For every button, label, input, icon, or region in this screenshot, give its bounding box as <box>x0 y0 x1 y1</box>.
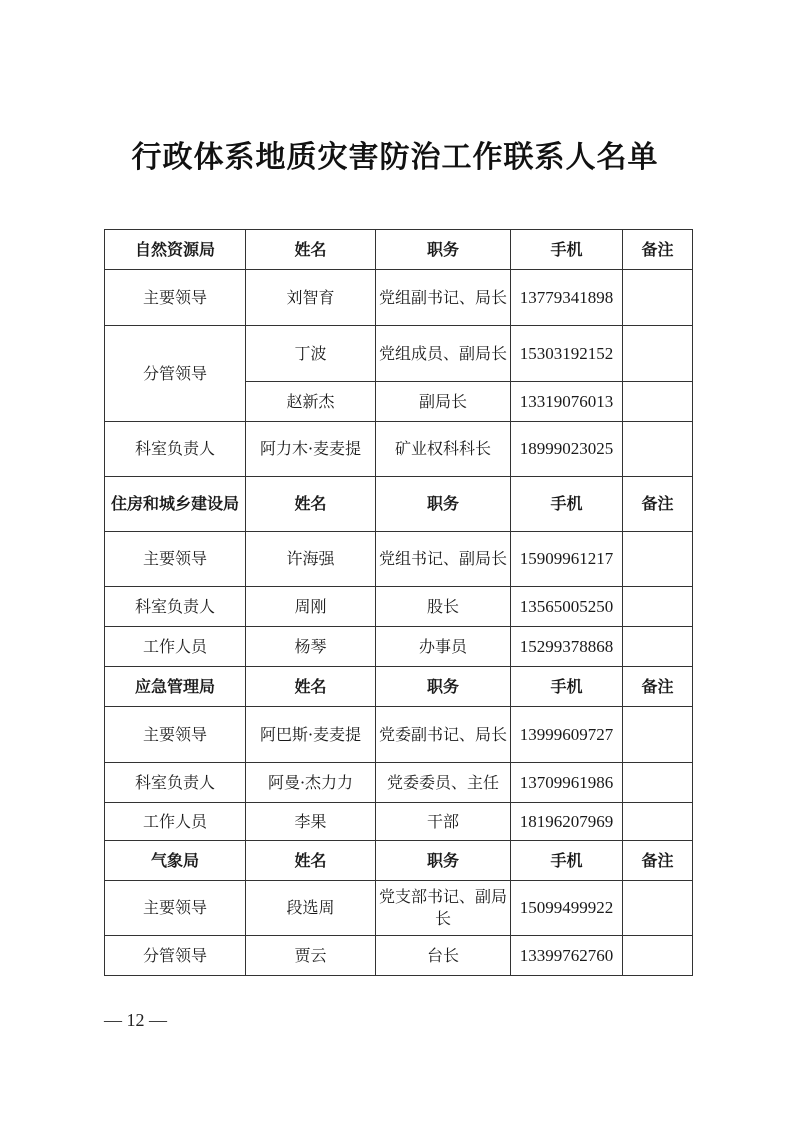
position-cell: 矿业权科科长 <box>376 422 511 477</box>
section-title: 应急管理局 <box>105 667 246 707</box>
table-row <box>105 881 693 936</box>
page-title: 行政体系地质灾害防治工作联系人名单 <box>131 140 659 175</box>
column-header-name: 姓名 <box>246 667 376 707</box>
note-cell <box>623 707 693 763</box>
position-cell: 党委委员、主任 <box>376 763 511 803</box>
table-row <box>105 803 693 841</box>
role-cell: 科室负责人 <box>105 763 246 803</box>
table-row <box>105 532 693 587</box>
phone-cell: 18999023025 <box>511 422 623 477</box>
name-cell: 周刚 <box>246 587 376 627</box>
table-row <box>105 627 693 667</box>
column-header-name: 姓名 <box>246 230 376 270</box>
position-cell: 党组成员、副局长 <box>376 326 511 382</box>
section-title: 住房和城乡建设局 <box>105 477 246 532</box>
role-cell: 主要领导 <box>105 532 246 587</box>
role-cell: 主要领导 <box>105 270 246 326</box>
phone-cell: 13399762760 <box>511 936 623 976</box>
role-cell: 主要领导 <box>105 707 246 763</box>
column-header-name: 姓名 <box>246 841 376 881</box>
phone-cell: 13319076013 <box>511 382 623 422</box>
name-cell: 丁波 <box>246 326 376 382</box>
position-cell: 办事员 <box>376 627 511 667</box>
section-title: 气象局 <box>105 841 246 881</box>
column-header-position: 职务 <box>376 667 511 707</box>
role-cell: 工作人员 <box>105 803 246 841</box>
phone-cell: 15303192152 <box>511 326 623 382</box>
column-header-phone: 手机 <box>511 477 623 532</box>
table-row <box>105 763 693 803</box>
section-header-row <box>105 841 693 881</box>
note-cell <box>623 763 693 803</box>
note-cell <box>623 532 693 587</box>
position-cell: 党组副书记、局长 <box>376 270 511 326</box>
position-cell: 股长 <box>376 587 511 627</box>
column-header-note: 备注 <box>623 841 693 881</box>
note-cell <box>623 422 693 477</box>
name-cell: 阿巴斯·麦麦提 <box>246 707 376 763</box>
column-header-position: 职务 <box>376 230 511 270</box>
table-row <box>105 707 693 763</box>
table-row <box>105 422 693 477</box>
name-cell: 段选周 <box>246 881 376 936</box>
note-cell <box>623 803 693 841</box>
phone-cell: 13999609727 <box>511 707 623 763</box>
role-cell: 分管领导 <box>105 326 246 422</box>
name-cell: 赵新杰 <box>246 382 376 422</box>
name-cell: 阿力木·麦麦提 <box>246 422 376 477</box>
section-title: 自然资源局 <box>105 230 246 270</box>
column-header-position: 职务 <box>376 841 511 881</box>
note-cell <box>623 382 693 422</box>
column-header-note: 备注 <box>623 667 693 707</box>
note-cell <box>623 627 693 667</box>
note-cell <box>623 881 693 936</box>
name-cell: 李果 <box>246 803 376 841</box>
table-row <box>105 326 693 382</box>
section-header-row <box>105 667 693 707</box>
column-header-note: 备注 <box>623 477 693 532</box>
phone-cell: 13779341898 <box>511 270 623 326</box>
role-cell: 工作人员 <box>105 627 246 667</box>
name-cell: 阿曼·杰力力 <box>246 763 376 803</box>
table-row <box>105 270 693 326</box>
column-header-phone: 手机 <box>511 667 623 707</box>
role-cell: 分管领导 <box>105 936 246 976</box>
phone-cell: 13709961986 <box>511 763 623 803</box>
position-cell: 副局长 <box>376 382 511 422</box>
position-cell: 党委副书记、局长 <box>376 707 511 763</box>
phone-cell: 13565005250 <box>511 587 623 627</box>
name-cell: 贾云 <box>246 936 376 976</box>
table-row <box>105 936 693 976</box>
page-number: — 12 — <box>104 1010 167 1030</box>
column-header-position: 职务 <box>376 477 511 532</box>
table-row <box>105 587 693 627</box>
note-cell <box>623 936 693 976</box>
column-header-name: 姓名 <box>246 477 376 532</box>
phone-cell: 15099499922 <box>511 881 623 936</box>
role-cell: 科室负责人 <box>105 422 246 477</box>
column-header-phone: 手机 <box>511 230 623 270</box>
section-header-row <box>105 477 693 532</box>
position-cell: 党组书记、副局长 <box>376 532 511 587</box>
contact-table <box>104 229 693 976</box>
column-header-phone: 手机 <box>511 841 623 881</box>
role-cell: 科室负责人 <box>105 587 246 627</box>
phone-cell: 15909961217 <box>511 532 623 587</box>
phone-cell: 18196207969 <box>511 803 623 841</box>
column-header-note: 备注 <box>623 230 693 270</box>
name-cell: 刘智育 <box>246 270 376 326</box>
position-cell: 党支部书记、副局长 <box>376 881 511 936</box>
position-cell: 台长 <box>376 936 511 976</box>
note-cell <box>623 326 693 382</box>
role-cell: 主要领导 <box>105 881 246 936</box>
position-cell: 干部 <box>376 803 511 841</box>
name-cell: 杨琴 <box>246 627 376 667</box>
name-cell: 许海强 <box>246 532 376 587</box>
section-header-row <box>105 230 693 270</box>
note-cell <box>623 587 693 627</box>
note-cell <box>623 270 693 326</box>
phone-cell: 15299378868 <box>511 627 623 667</box>
